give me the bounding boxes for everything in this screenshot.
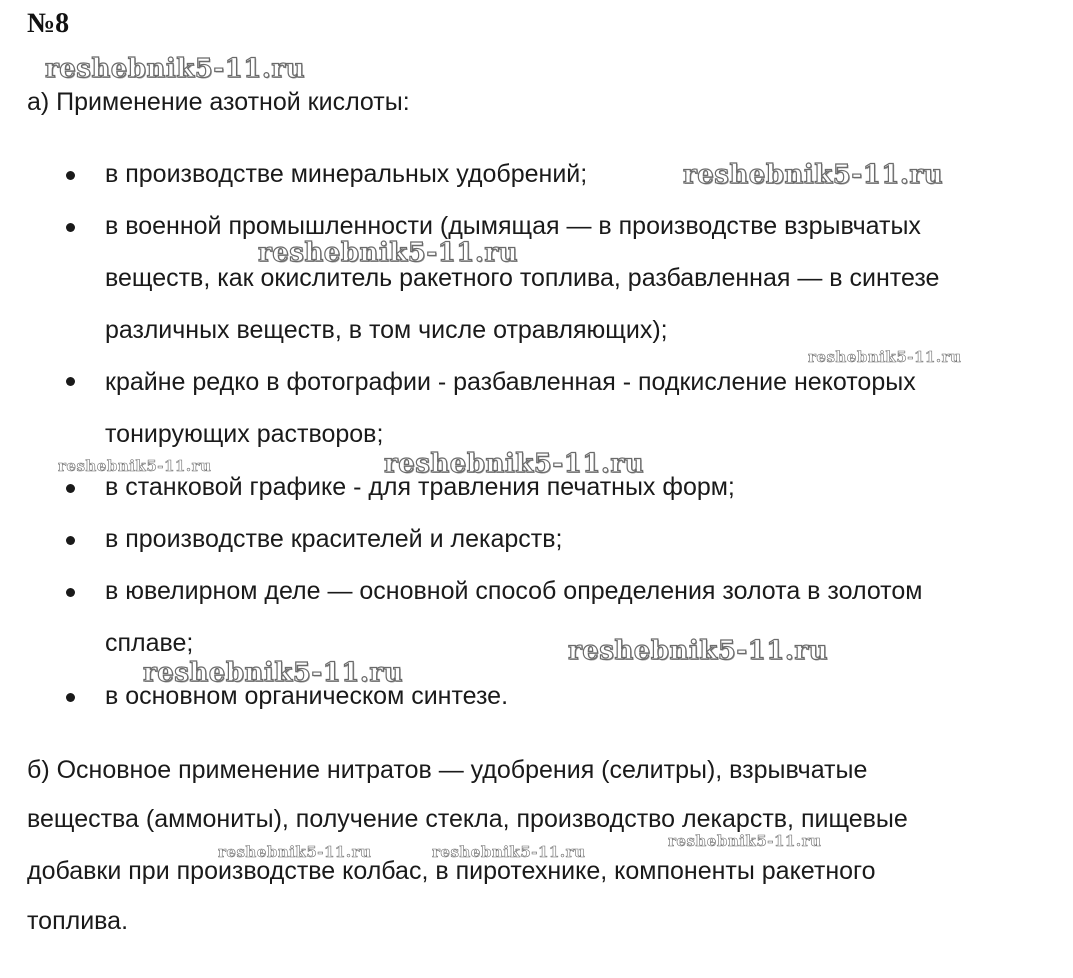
list-item-text: в ювелирном деле — основной способ определения золота в золотом <box>105 577 923 605</box>
task-number: №8 <box>27 8 70 39</box>
list-item-text: в производстве красителей и лекарств; <box>105 525 563 553</box>
watermark: reshebnik5-11.ru <box>258 238 519 268</box>
watermark: reshebnik5-11.ru <box>58 457 212 475</box>
watermark: reshebnik5-11.ru <box>384 449 645 479</box>
list-item-text: в станковой графике - для травления печатных форм; <box>105 473 735 501</box>
paragraph-line: вещества (аммониты), получение стекла, производство лекарств, пищевые <box>27 805 908 833</box>
paragraph-line: добавки при производстве колбас, в пиротехнике, компоненты ракетного <box>27 857 876 885</box>
bullet-icon <box>66 536 75 545</box>
list-item-text: сплаве; <box>105 629 194 657</box>
watermark: reshebnik5-11.ru <box>668 832 822 850</box>
bullet-icon <box>66 588 75 597</box>
paragraph-line: топлива. <box>27 907 129 935</box>
bullet-icon <box>66 223 75 232</box>
list-item-text: веществ, как окислитель ракетного топлива, разбавленная — в синтезе <box>105 264 940 292</box>
bullet-icon <box>66 171 75 180</box>
list-item-text: в военной промышленности (дымящая — в производстве взрывчатых <box>105 212 921 240</box>
watermark: reshebnik5-11.ru <box>432 843 586 861</box>
list-item-text: крайне редко в фотографии - разбавленная - подкисление некоторых <box>105 368 916 396</box>
watermark: reshebnik5-11.ru <box>568 636 829 666</box>
watermark: reshebnik5-11.ru <box>143 658 404 688</box>
bullet-icon <box>66 484 75 493</box>
bullet-icon <box>66 693 75 702</box>
section-a-heading: а) Применение азотной кислоты: <box>27 88 410 116</box>
list-item-text: в основном органическом синтезе. <box>105 682 509 710</box>
watermark: reshebnik5-11.ru <box>683 160 944 190</box>
list-item-text: различных веществ, в том числе отравляющих); <box>105 316 668 344</box>
watermark: reshebnik5-11.ru <box>218 843 372 861</box>
bullet-icon <box>66 377 75 386</box>
watermark: reshebnik5-11.ru <box>45 54 306 84</box>
list-item-text: в производстве минеральных удобрений; <box>105 160 588 188</box>
watermark: reshebnik5-11.ru <box>808 348 962 366</box>
paragraph-line: б) Основное применение нитратов — удобрения (селитры), взрывчатые <box>27 756 868 784</box>
list-item-text: тонирующих растворов; <box>105 420 384 448</box>
